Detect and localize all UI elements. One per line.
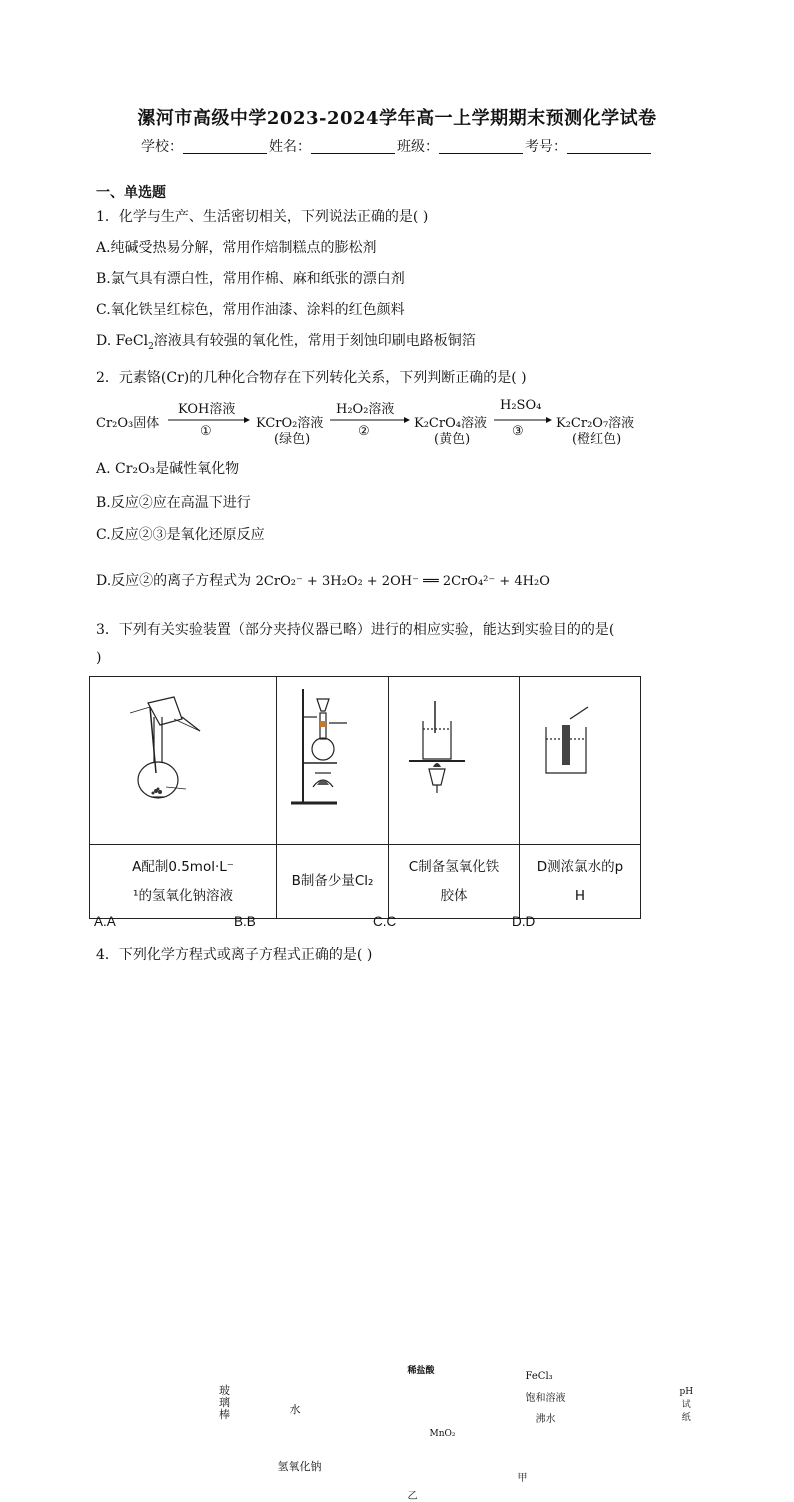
q1-option-a: A.纯碱受热易分解，常用作焙制糕点的膨松剂 <box>96 240 377 256</box>
caption-d: D测浓氯水的p H <box>520 845 641 919</box>
chromium-conversion-scheme <box>96 398 656 446</box>
q1-stem: 1．化学与生产、生活密切相关，下列说法正确的是( ) <box>96 209 429 225</box>
class-label: 班级： <box>397 139 439 155</box>
class-blank[interactable] <box>439 139 523 154</box>
ph-test-figure <box>520 677 640 840</box>
scheme-reagent-1: KOH溶液 <box>178 402 236 417</box>
q3-choice-d: D.D <box>512 914 536 929</box>
name-blank[interactable] <box>311 139 395 154</box>
scheme-color-3: (橙红色) <box>572 432 622 447</box>
scheme-step-3: ③ <box>512 424 524 439</box>
scheme-reagent-2: H₂O₂溶液 <box>336 402 395 417</box>
scheme-product-1: KCrO₂溶液 <box>256 416 324 431</box>
scheme-color-2: (黄色) <box>434 432 471 447</box>
q1-option-d: D. FeCl$_2$溶液具有较强的氧化性，常用于刻蚀印刷电路板铜箔 <box>96 333 476 352</box>
chlorine-generator-figure <box>277 677 388 840</box>
student-info-row <box>0 136 794 156</box>
caption-c: C制备氢氧化铁 胶体 <box>389 845 520 919</box>
label-hcl: 稀盐酸 <box>407 1365 435 1376</box>
q2-option-a: A. Cr₂O₃是碱性氧化物 <box>96 461 240 477</box>
scheme-product-2: K₂CrO₄溶液 <box>414 416 487 431</box>
label-saturated: 饱和溶液 <box>525 1392 566 1404</box>
number-label: 考号： <box>525 139 567 155</box>
ionic-equation: 2CrO₂⁻ + 3H₂O₂ + 2OH⁻ ══ 2CrO₄²⁻ + 4H₂O <box>255 574 550 589</box>
label-mno2: MnO₂ <box>429 1428 456 1439</box>
label-naoh: 氢氧化钠 <box>277 1459 322 1473</box>
q2-stem: 2．元素铬(Cr)的几种化合物存在下列转化关系，下列判断正确的是( ) <box>96 370 527 386</box>
q4-stem: 4．下列化学方程式或离子方程式正确的是( ) <box>96 947 373 963</box>
school-label: 学校： <box>141 139 183 155</box>
number-blank[interactable] <box>567 139 651 154</box>
label-glass-rod: 玻璃棒 <box>219 1383 230 1421</box>
scheme-start: Cr₂O₃固体 <box>96 416 160 431</box>
q3-stem: 3．下列有关实验装置（部分夹持仪器已略）进行的相应实验，能达到实验目的的是( <box>96 622 615 638</box>
q1-option-b: B.氯气具有漂白性，常用作棉、麻和纸张的漂白剂 <box>96 271 405 287</box>
scheme-reagent-3: H₂SO₄ <box>500 398 542 413</box>
caption-b: B制备少量Cl₂ <box>277 845 389 919</box>
q1-option-c: C.氧化铁呈红棕色，常用作油漆、涂料的红色颜料 <box>96 302 405 318</box>
label-jia: 甲 <box>517 1472 528 1484</box>
q3-choice-a: A.A <box>94 914 116 929</box>
q2-option-d: D.反应②的离子方程式为 2CrO₂⁻ + 3H₂O₂ + 2OH⁻ ══ 2CrO₄²⁻ + 4H₂O <box>96 573 550 589</box>
q2-option-c: C.反应②③是氧化还原反应 <box>96 527 265 543</box>
label-ph-paper: pH试纸 <box>679 1386 694 1423</box>
q3-choice-c: C.C <box>373 914 397 929</box>
label-boiling-water: 沸水 <box>535 1413 556 1425</box>
scheme-step-2: ② <box>358 424 370 439</box>
label-water: 水 <box>289 1402 301 1416</box>
label-yi: 乙 <box>407 1490 418 1502</box>
q3-choice-b: B.B <box>234 914 256 929</box>
school-blank[interactable] <box>183 139 267 154</box>
label-fecl3: FeCl₃ <box>525 1370 553 1382</box>
volumetric-flask-figure <box>90 677 276 840</box>
colloid-preparation-figure <box>389 677 519 840</box>
scheme-step-1: ① <box>200 424 212 439</box>
scheme-product-3: K₂Cr₂O₇溶液 <box>556 416 635 431</box>
q2-option-b: B.反应②应在高温下进行 <box>96 495 251 511</box>
section-heading: 一、单选题 <box>96 185 166 201</box>
q3-stem-end: ) <box>96 650 102 666</box>
exam-title: 漯河市高级中学2023-2024学年高一上学期期末预测化学试卷 <box>137 108 657 129</box>
name-label: 姓名： <box>269 139 311 155</box>
caption-a: A配制0.5mol·L⁻ ¹的氢氧化钠溶液 <box>90 845 277 919</box>
scheme-color-1: (绿色) <box>274 432 311 447</box>
